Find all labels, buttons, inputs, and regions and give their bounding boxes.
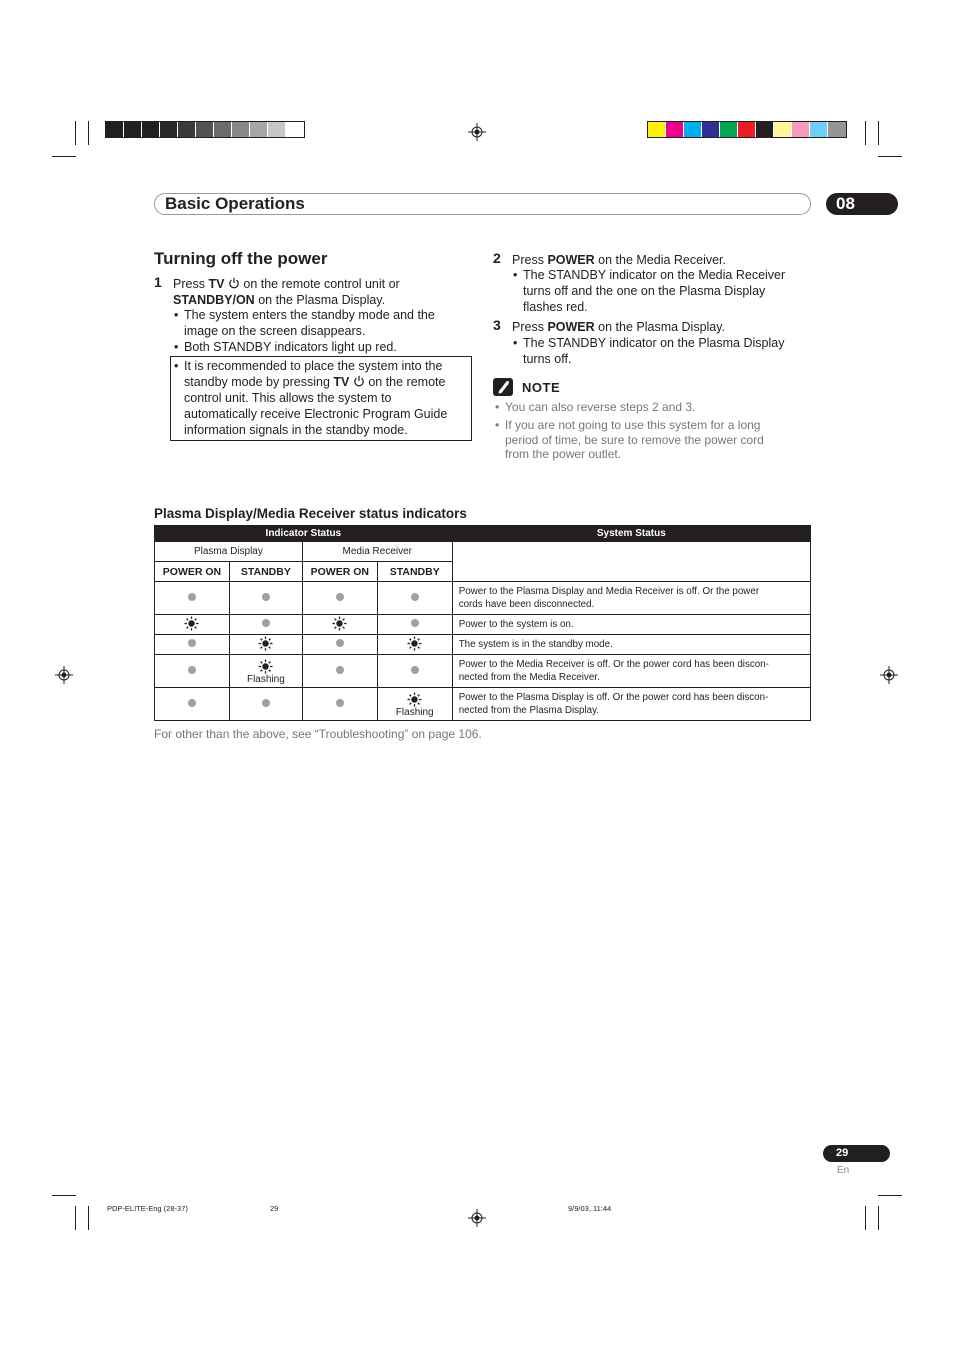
color-swatch bbox=[738, 122, 756, 137]
slug-file-name: PDP-ELITE-Eng (28-37) bbox=[107, 1204, 188, 1213]
table-row bbox=[155, 582, 811, 615]
status-table-title: Plasma Display/Media Receiver status indicators bbox=[154, 506, 467, 521]
indicator-plasma-standby bbox=[229, 635, 302, 655]
col-media-power-on: POWER ON bbox=[302, 562, 377, 582]
indicator-media-power-on bbox=[302, 655, 377, 688]
language-code: En bbox=[837, 1165, 850, 1176]
color-swatch bbox=[666, 122, 684, 137]
indicator-plasma-standby bbox=[229, 655, 302, 688]
indicator-off-icon bbox=[336, 639, 344, 647]
power-icon bbox=[353, 375, 365, 387]
indicator-off-icon bbox=[262, 593, 270, 601]
indicator-media-power-on bbox=[302, 688, 377, 721]
indicator-lit-icon bbox=[332, 623, 347, 634]
indicator-lit-icon bbox=[184, 623, 199, 634]
step-1-text: Press TV on the remote control unit or STANDBY/ON on the Plasma Display. bbox=[173, 277, 400, 307]
indicator-plasma-standby bbox=[229, 688, 302, 721]
indicator-off-icon bbox=[411, 619, 419, 627]
indicator-plasma-power-on bbox=[155, 615, 230, 635]
table-row bbox=[155, 688, 811, 721]
indicator-off-icon bbox=[262, 699, 270, 707]
registration-mark-right-icon bbox=[880, 666, 898, 684]
indicator-off-icon bbox=[411, 593, 419, 601]
chapter-number-badge: 08 bbox=[826, 193, 898, 215]
system-status-description: Power to the system is on. bbox=[452, 615, 810, 635]
color-swatch bbox=[648, 122, 666, 137]
indicator-media-power-on bbox=[302, 582, 377, 615]
color-swatch bbox=[774, 122, 792, 137]
indicator-off-icon bbox=[188, 639, 196, 647]
flashing-label: Flashing bbox=[395, 707, 434, 718]
color-swatch bbox=[792, 122, 810, 137]
group-plasma-display: Plasma Display bbox=[155, 542, 303, 562]
color-swatch bbox=[720, 122, 738, 137]
step-1-number: 1 bbox=[154, 274, 162, 290]
indicator-plasma-power-on bbox=[155, 688, 230, 721]
step-1-bullet-1: • The system enters the standby mode and the image on the screen disappears. bbox=[184, 307, 435, 339]
indicator-off-icon bbox=[411, 666, 419, 674]
registration-mark-left-icon bbox=[55, 666, 73, 684]
note-item-1: • You can also reverse steps 2 and 3. bbox=[505, 400, 695, 415]
heading-turning-off-power: Turning off the power bbox=[154, 249, 328, 268]
indicator-plasma-power-on bbox=[155, 635, 230, 655]
indicator-media-standby bbox=[377, 688, 452, 721]
indicator-plasma-standby bbox=[229, 582, 302, 615]
grayscale-swatch bbox=[214, 122, 232, 137]
header-indicator-status: Indicator Status bbox=[155, 526, 453, 542]
indicator-lit-icon bbox=[258, 643, 273, 654]
color-swatch bbox=[684, 122, 702, 137]
indicator-media-power-on bbox=[302, 615, 377, 635]
table-row bbox=[155, 615, 811, 635]
grayscale-swatch bbox=[268, 122, 286, 137]
page-number-badge: 29 bbox=[823, 1145, 890, 1162]
flashing-label: Flashing bbox=[246, 674, 285, 685]
section-title: Basic Operations bbox=[165, 194, 305, 213]
indicator-media-standby bbox=[377, 635, 452, 655]
step-3-bullet: • The STANDBY indicator on the Plasma Display turns off. bbox=[523, 335, 784, 367]
grayscale-swatch bbox=[196, 122, 214, 137]
system-status-description: The system is in the standby mode. bbox=[452, 635, 810, 655]
grayscale-swatch bbox=[250, 122, 268, 137]
table-row bbox=[155, 635, 811, 655]
step-2-number: 2 bbox=[493, 250, 501, 266]
indicator-plasma-standby bbox=[229, 615, 302, 635]
step-2-text: Press POWER on the Media Receiver. bbox=[512, 253, 726, 267]
indicator-off-icon bbox=[188, 666, 196, 674]
indicator-flashing-icon bbox=[230, 657, 302, 674]
indicator-media-standby bbox=[377, 615, 452, 635]
system-status-description: Power to the Media Receiver is off. Or the power cord has been discon- nected from the Media Receiver. bbox=[452, 655, 810, 688]
group-media-receiver: Media Receiver bbox=[302, 542, 452, 562]
step-1-bullet-2: • Both STANDBY indicators light up red. bbox=[184, 339, 397, 355]
indicator-plasma-power-on bbox=[155, 655, 230, 688]
col-plasma-standby: STANDBY bbox=[229, 562, 302, 582]
table-row bbox=[155, 655, 811, 688]
section-header-bar bbox=[154, 193, 811, 215]
indicator-flashing-icon bbox=[378, 690, 452, 707]
indicator-media-standby bbox=[377, 655, 452, 688]
table-footnote: For other than the above, see “Troubleshooting” on page 106. bbox=[154, 727, 482, 741]
indicator-off-icon bbox=[188, 699, 196, 707]
indicator-plasma-power-on bbox=[155, 582, 230, 615]
indicator-lit-icon bbox=[407, 643, 422, 654]
grayscale-swatch bbox=[142, 122, 160, 137]
step-3-number: 3 bbox=[493, 317, 501, 333]
indicator-media-power-on bbox=[302, 635, 377, 655]
status-indicator-table bbox=[154, 525, 811, 721]
step-2-bullet: • The STANDBY indicator on the Media Receiver turns off and the one on the Plasma Display flashes red. bbox=[523, 267, 785, 315]
registration-mark-top-icon bbox=[468, 123, 486, 141]
col-plasma-power-on: POWER ON bbox=[155, 562, 230, 582]
grayscale-swatch bbox=[232, 122, 250, 137]
slug-date: 9/9/03, 11:44 bbox=[568, 1204, 612, 1213]
color-swatch bbox=[702, 122, 720, 137]
slug-page-number: 29 bbox=[270, 1204, 279, 1213]
recommendation-text: • It is recommended to place the system into the standby mode by pressing TV on the remote control unit. This allows the system to automatically receive Electronic Program Guide information signals in the standby mode. bbox=[184, 358, 447, 438]
indicator-media-standby bbox=[377, 582, 452, 615]
grayscale-swatch bbox=[178, 122, 196, 137]
header-system-status: System Status bbox=[452, 526, 810, 542]
indicator-off-icon bbox=[188, 593, 196, 601]
system-status-description: Power to the Plasma Display is off. Or the power cord has been discon- nected from the Plasma Display. bbox=[452, 688, 810, 721]
system-status-description: Power to the Plasma Display and Media Receiver is off. Or the power cords have been disconnected. bbox=[452, 582, 810, 615]
grayscale-swatch bbox=[106, 122, 124, 137]
indicator-off-icon bbox=[336, 666, 344, 674]
registration-mark-bottom-icon bbox=[468, 1209, 486, 1227]
color-swatch bbox=[810, 122, 828, 137]
indicator-off-icon bbox=[336, 593, 344, 601]
note-pencil-icon bbox=[493, 378, 513, 396]
grayscale-swatch bbox=[124, 122, 142, 137]
step-3-text: Press POWER on the Plasma Display. bbox=[512, 320, 726, 334]
grayscale-swatch bbox=[286, 122, 304, 137]
color-swatch bbox=[756, 122, 774, 137]
grayscale-swatch bbox=[160, 122, 178, 137]
color-calibration-bar bbox=[647, 121, 847, 138]
color-swatch bbox=[828, 122, 846, 137]
col-media-standby: STANDBY bbox=[377, 562, 452, 582]
note-item-2: • If you are not going to use this system for a long period of time, be sure to remove the power cord from the power outlet. bbox=[505, 418, 764, 462]
indicator-off-icon bbox=[262, 619, 270, 627]
grayscale-calibration-bar bbox=[105, 121, 305, 138]
indicator-off-icon bbox=[336, 699, 344, 707]
note-label: NOTE bbox=[522, 380, 561, 395]
system-status-blank bbox=[452, 542, 810, 582]
power-icon bbox=[228, 277, 240, 289]
